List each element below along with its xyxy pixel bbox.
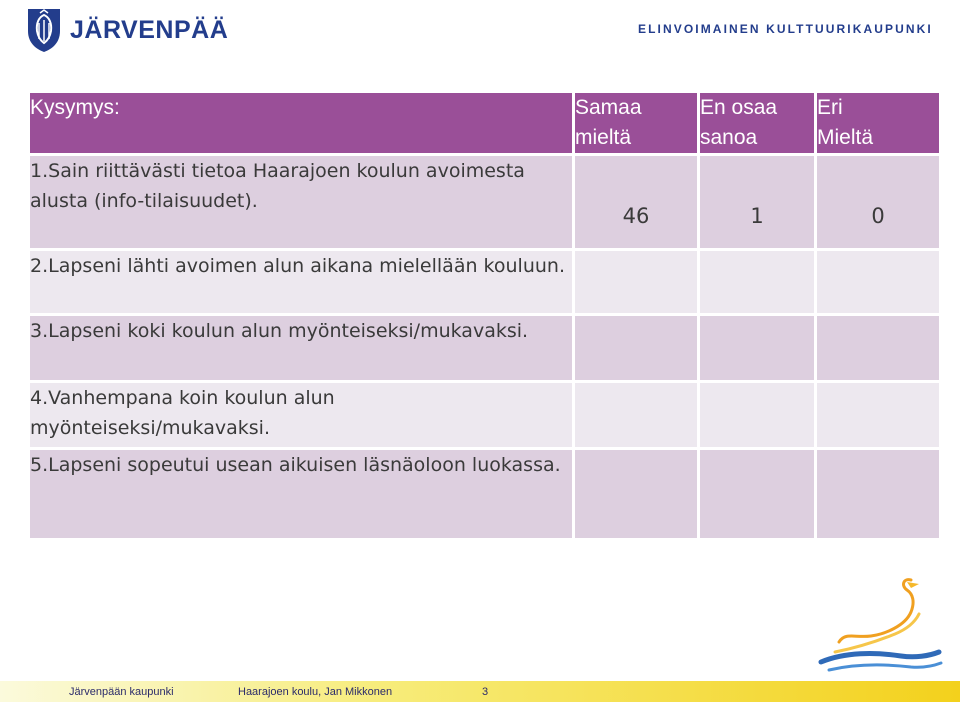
question-3: 3.Lapseni koki koulun alun myönteiseksi/mukavaksi. bbox=[29, 315, 574, 382]
answer-agree-2 bbox=[574, 250, 699, 315]
question-5: 5.Lapseni sopeutui usean aikuisen läsnäoloon luokassa. bbox=[29, 449, 574, 540]
count-agree-1: 46 bbox=[622, 204, 650, 228]
table-row bbox=[29, 250, 941, 315]
city-crest-icon bbox=[26, 7, 62, 53]
header-agree-line1: Samaa bbox=[575, 96, 642, 119]
swan-illustration-icon bbox=[815, 572, 945, 680]
header-neutral-line1: En osaa bbox=[700, 96, 778, 119]
header-neutral-line2: sanoa bbox=[700, 126, 758, 149]
answer-disagree-5 bbox=[816, 449, 941, 540]
slogan: ELINVOIMAINEN KULTTUURIKAUPUNKI bbox=[638, 22, 933, 36]
footer-organization: Järvenpään kaupunki bbox=[69, 686, 174, 698]
header-agree bbox=[574, 92, 699, 155]
answer-agree-1 bbox=[574, 155, 699, 250]
question-2: 2.Lapseni lähti avoimen alun aikana mielellään kouluun. bbox=[29, 250, 574, 315]
answer-agree-3 bbox=[574, 315, 699, 382]
footer-page-number: 3 bbox=[482, 686, 489, 698]
header-neutral bbox=[699, 92, 816, 155]
header-disagree-line1: Eri bbox=[817, 96, 843, 119]
logo-text: JÄRVENPÄÄ bbox=[70, 15, 229, 44]
header-disagree bbox=[816, 92, 941, 155]
footer-author: Haarajoen koulu, Jan Mikkonen bbox=[238, 686, 393, 698]
count-neutral-1: 1 bbox=[750, 204, 764, 228]
answer-neutral-5 bbox=[699, 449, 816, 540]
question-1: 1.Sain riittävästi tietoa Haarajoen koulun avoimesta alusta (info-tilaisuudet). bbox=[29, 155, 574, 250]
header-question: Kysymys: bbox=[29, 92, 574, 155]
count-disagree-1: 0 bbox=[871, 204, 885, 228]
table-row bbox=[29, 449, 941, 540]
answer-agree-5 bbox=[574, 449, 699, 540]
answer-disagree-3 bbox=[816, 315, 941, 382]
table-row bbox=[29, 382, 941, 449]
answer-neutral-3 bbox=[699, 315, 816, 382]
answer-neutral-2 bbox=[699, 250, 816, 315]
survey-table bbox=[27, 90, 942, 541]
table-row bbox=[29, 315, 941, 382]
answer-neutral-4 bbox=[699, 382, 816, 449]
answer-agree-4 bbox=[574, 382, 699, 449]
header-disagree-line2: Mieltä bbox=[817, 126, 874, 149]
answer-disagree-2 bbox=[816, 250, 941, 315]
answer-disagree-4 bbox=[816, 382, 941, 449]
logo bbox=[26, 6, 228, 54]
table-row bbox=[29, 155, 941, 250]
answer-disagree-1 bbox=[816, 155, 941, 250]
header-agree-line2: mieltä bbox=[575, 126, 632, 149]
question-4: 4.Vanhempana koin koulun alun myönteiseksi/mukavaksi. bbox=[29, 382, 574, 449]
table-header-row bbox=[29, 92, 941, 155]
answer-neutral-1 bbox=[699, 155, 816, 250]
